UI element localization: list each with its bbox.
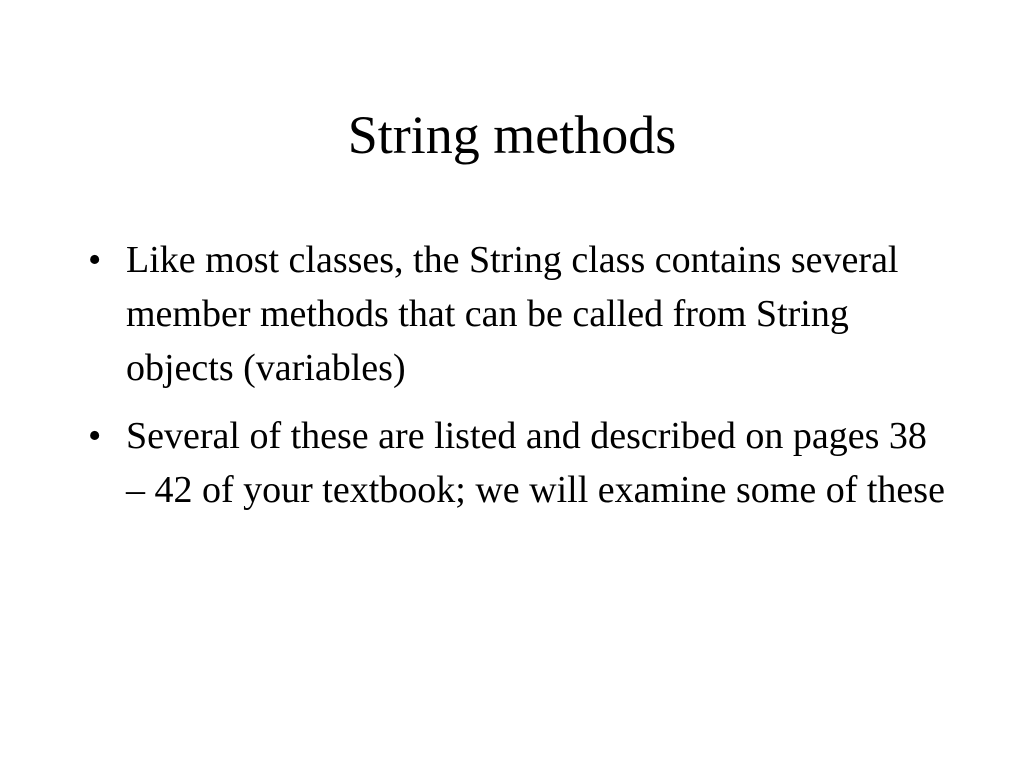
bullet-text: Like most classes, the String class contains several member methods that can be called from String objects (variables) xyxy=(126,239,899,389)
bullet-item xyxy=(84,233,954,395)
bullet-dot-icon: • xyxy=(88,239,102,281)
bullet-dot-icon: • xyxy=(88,415,102,457)
bullet-item xyxy=(84,409,954,517)
bullet-list xyxy=(84,233,954,531)
bullet-text: Several of these are listed and described on pages 38 – 42 of your textbook; we will examine some of these xyxy=(126,415,945,511)
slide-title: String methods xyxy=(347,105,677,165)
